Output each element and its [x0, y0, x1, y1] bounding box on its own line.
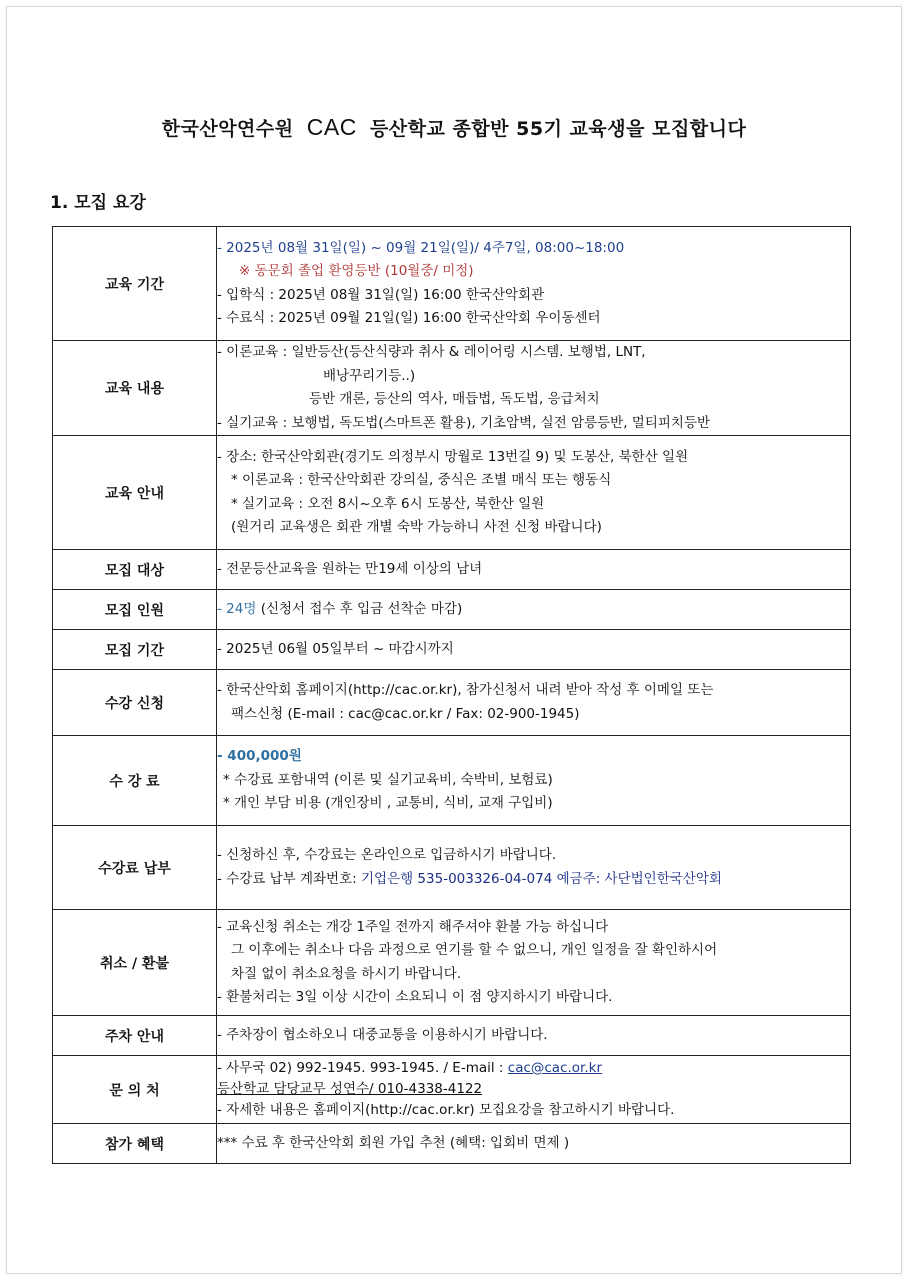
period-dates: - 2025년 08월 31일(일) ~ 09월 21일(일)/ 4주7일, 08:00~18:00	[217, 239, 625, 256]
content-target	[217, 550, 851, 590]
content-content	[217, 341, 851, 436]
content-practice: - 실기교육 : 보행법, 독도법(스마트폰 활용), 기초암벽, 실전 암릉등반, 멀티피치등반	[217, 414, 711, 431]
content-theory-topics: 등반 개론, 등산의 역사, 매듭법, 독도법, 응급처치	[309, 391, 600, 407]
payment-line2	[217, 868, 850, 892]
refund-line1: - 교육신청 취소는 개강 1주일 전까지 해주셔야 환불 가능 하십니다	[217, 918, 609, 935]
content-benefit	[217, 1124, 851, 1164]
title-part2: 등산학교 종합반 55기 교육생을 모집합니다	[369, 118, 747, 140]
payment-account-prefix: - 수강료 납부 계좌번호:	[217, 870, 361, 887]
label-guide: 교육 안내	[53, 436, 217, 550]
row-contact	[53, 1056, 851, 1124]
refund-line2: 그 이후에는 취소나 다음 과정으로 연기를 할 수 없으니, 개인 일정을 잘 확인하시어	[231, 942, 718, 958]
content-fee	[217, 736, 851, 826]
capacity-line	[217, 598, 850, 622]
label-fee: 수 강 료	[53, 736, 217, 826]
capacity-count: 24명	[226, 600, 257, 617]
content-contact	[217, 1056, 851, 1124]
content-guide	[217, 436, 851, 550]
row-application	[53, 670, 851, 736]
guide-location: - 장소: 한국산악회관(경기도 의정부시 망월로 13번길 9) 및 도봉산, 북한산 일원	[217, 448, 689, 465]
refund-line3: 차질 없이 취소요청을 하시기 바랍니다.	[231, 965, 462, 982]
row-benefit	[53, 1124, 851, 1164]
capacity-rest: (신청서 접수 후 입금 선착순 마감)	[256, 600, 463, 617]
row-fee	[53, 736, 851, 826]
label-content: 교육 내용	[53, 341, 217, 436]
row-content	[53, 341, 851, 436]
section-heading: 1. 모집 요강	[50, 193, 146, 213]
payment-account: 기업은행 535-003326-04-074 예금주: 사단법인한국산악회	[360, 870, 722, 887]
fee-includes: * 수강료 포함내역 (이론 및 실기교육비, 숙박비, 보험료)	[223, 771, 553, 788]
content-capacity	[217, 590, 851, 630]
row-recruit-period	[53, 630, 851, 670]
label-benefit: 참가 혜택	[53, 1124, 217, 1164]
period-graduation: - 수료식 : 2025년 09월 21일(일) 16:00 한국산악회 우이동센터	[217, 310, 601, 326]
content-refund	[217, 910, 851, 1016]
row-capacity	[53, 590, 851, 630]
application-line2: 팩스신청 (E-mail : cac@cac.or.kr / Fax: 02-900-1945)	[231, 705, 580, 722]
label-target: 모집 대상	[53, 550, 217, 590]
label-parking: 주차 안내	[53, 1016, 217, 1056]
recruit-period-text: - 2025년 06월 05일부터 ~ 마감시까지	[217, 640, 454, 657]
content-application	[217, 670, 851, 736]
contact-teacher: 등산학교 담당교무 성연수/ 010-4338-4122	[217, 1081, 483, 1097]
label-capacity: 모집 인원	[53, 590, 217, 630]
page-title	[0, 114, 908, 141]
row-payment	[53, 826, 851, 910]
contact-email-link[interactable]: cac@cac.or.kr	[507, 1060, 603, 1076]
guide-practice: * 실기교육 : 오전 8시~오후 6시 도봉산, 북한산 일원	[231, 495, 545, 512]
row-parking	[53, 1016, 851, 1056]
content-payment	[217, 826, 851, 910]
capacity-prefix: -	[217, 600, 227, 617]
fee-personal: * 개인 부담 비용 (개인장비 , 교통비, 식비, 교재 구입비)	[223, 795, 553, 812]
label-refund: 취소 / 환불	[53, 910, 217, 1016]
period-alumni-note: ※ 동문회 졸업 환영등반 (10월중/ 미정)	[239, 263, 474, 279]
parking-text: - 주차장이 협소하오니 대중교통을 이용하시기 바랍니다.	[217, 1026, 548, 1043]
contact-office: - 사무국 02) 992-1945. 993-1945. / E-mail :	[217, 1060, 508, 1076]
info-table	[52, 226, 851, 1164]
title-cac: CAC	[306, 114, 357, 140]
guide-lodging: (원거리 교육생은 회관 개별 숙박 가능하니 사전 신청 바랍니다)	[231, 519, 602, 535]
contact-line1	[217, 1058, 850, 1079]
row-refund	[53, 910, 851, 1016]
label-recruit-period: 모집 기간	[53, 630, 217, 670]
contact-homepage: - 자세한 내용은 홈페이지(http://cac.or.kr) 모집요강을 참고하시기 바랍니다.	[217, 1102, 675, 1118]
content-theory: - 이론교육 : 일반등산(등산식량과 취사 & 레이어링 시스템. 보행법, LNT,	[217, 344, 646, 360]
label-contact: 문 의 처	[53, 1056, 217, 1124]
guide-theory: * 이론교육 : 한국산악회관 강의실, 중식은 조별 매식 또는 행동식	[231, 472, 612, 488]
title-part1: 한국산악연수원	[161, 118, 294, 140]
label-period: 교육 기간	[53, 227, 217, 341]
content-theory-cont: 배낭꾸리기등..)	[323, 367, 416, 384]
application-line1: - 한국산악회 홈페이지(http://cac.or.kr), 참가신청서 내려 받아 작성 후 이메일 또는	[217, 682, 714, 698]
benefit-text: *** 수료 후 한국산악회 회원 가입 추천 (혜택: 입회비 면제 )	[217, 1134, 570, 1151]
content-recruit-period	[217, 630, 851, 670]
content-period	[217, 227, 851, 341]
refund-line4: - 환불처리는 3일 이상 시간이 소요되니 이 점 양지하시기 바랍니다.	[217, 989, 613, 1005]
row-guide	[53, 436, 851, 550]
target-text: - 전문등산교육을 원하는 만19세 이상의 남녀	[217, 560, 483, 577]
row-target	[53, 550, 851, 590]
row-period	[53, 227, 851, 341]
fee-amount: - 400,000원	[217, 748, 302, 765]
content-parking	[217, 1016, 851, 1056]
period-entrance: - 입학식 : 2025년 08월 31일(일) 16:00 한국산악회관	[217, 286, 545, 303]
label-payment: 수강료 납부	[53, 826, 217, 910]
label-application: 수강 신청	[53, 670, 217, 736]
payment-line1: - 신청하신 후, 수강료는 온라인으로 입금하시기 바랍니다.	[217, 847, 557, 863]
